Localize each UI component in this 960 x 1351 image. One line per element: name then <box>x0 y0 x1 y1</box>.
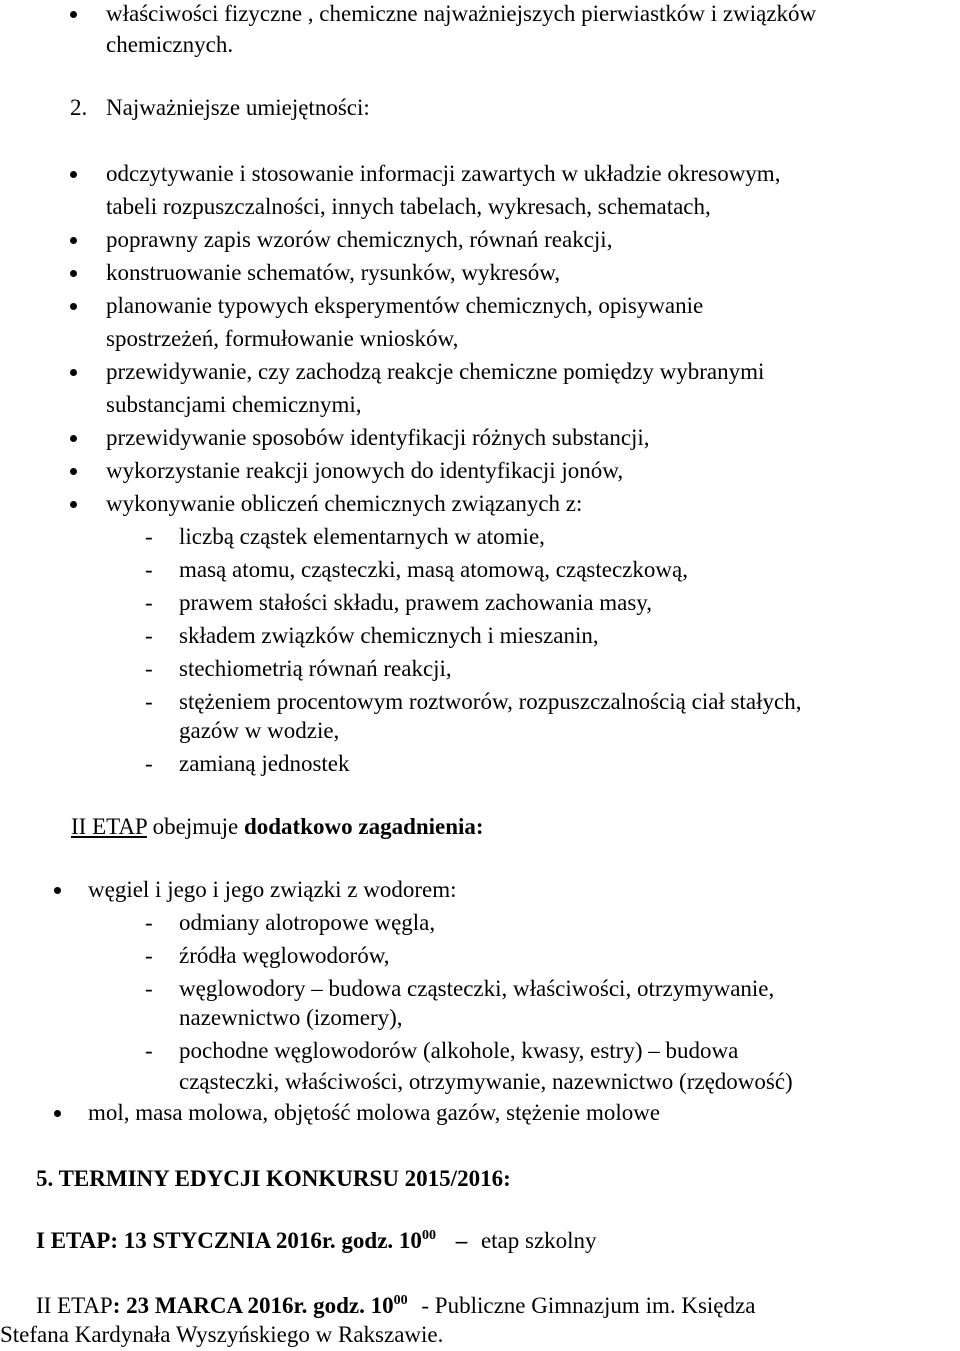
sub-list-item: cząsteczki, właściwości, otrzymywanie, nazewnictwo (rzędowość) <box>179 1069 793 1094</box>
bullet-icon <box>54 887 61 894</box>
sub-list-item: węglowodory – budowa cząsteczki, właściwości, otrzymywanie, <box>179 976 775 1001</box>
etap2-date-bold: : 23 MARCA 2016r. godz. 10 <box>112 1293 394 1318</box>
etap2-date <box>36 1294 755 1317</box>
list-item: substancjami chemicznymi, <box>106 392 362 417</box>
bullet-icon <box>70 270 77 277</box>
dash-marker: - <box>145 590 153 615</box>
sub-list-item: stechiometrią równań reakcji, <box>179 656 452 681</box>
text-line: chemicznych. <box>106 32 234 57</box>
dash-marker: - <box>145 910 153 935</box>
list-item: poprawny zapis wzorów chemicznych, równań reakcji, <box>106 227 613 252</box>
sub-list-item: składem związków chemicznych i mieszanin, <box>179 623 599 648</box>
dash-marker: - <box>145 557 153 582</box>
list-item: węgiel i jego i jego związki z wodorem: <box>88 877 457 902</box>
dash-marker: - <box>145 976 153 1001</box>
sub-list-item: nazewnictwo (izomery), <box>179 1005 403 1030</box>
bullet-icon <box>70 501 77 508</box>
bullet-icon <box>70 171 77 178</box>
dash-marker: - <box>145 751 153 776</box>
etap2-date-rest: - Publiczne Gimnazjum im. Księdza <box>421 1293 756 1318</box>
bullet-icon <box>70 369 77 376</box>
etap1-date <box>36 1229 597 1252</box>
etap2-date-label: II ETAP <box>36 1293 113 1318</box>
sub-list-item: odmiany alotropowe węgla, <box>179 910 436 935</box>
list-item: mol, masa molowa, objętość molowa gazów, stężenie molowe <box>88 1100 661 1125</box>
sub-list-item: gazów w wodzie, <box>179 718 340 743</box>
section5-title: 5. TERMINY EDYCJI KONKURSU 2015/2016: <box>36 1166 511 1191</box>
sub-list-item: stężeniem procentowym roztworów, rozpuszczalnością ciał stałych, <box>179 689 802 714</box>
dash-marker: - <box>145 656 153 681</box>
bullet-icon <box>70 11 77 18</box>
dash-marker: - <box>145 689 153 714</box>
etap2-middle: obejmuje <box>152 814 239 839</box>
sub-list-item: zamianą jednostek <box>179 751 350 776</box>
sub-list-item: prawem stałości składu, prawem zachowania masy, <box>179 590 653 615</box>
sub-list-item: źródła węglowodorów, <box>179 943 390 968</box>
list-item: planowanie typowych eksperymentów chemicznych, opisywanie <box>106 293 704 318</box>
list-item: przewidywanie, czy zachodzą reakcje chemiczne pomiędzy wybranymi <box>106 359 765 384</box>
etap2-date-line2: Stefana Kardynała Wyszyńskiego w Rakszawie. <box>0 1322 444 1347</box>
section-title: Najważniejsze umiejętności: <box>106 95 370 120</box>
bullet-icon <box>54 1110 61 1117</box>
etap2-heading <box>71 815 484 838</box>
dash-marker: - <box>145 943 153 968</box>
sub-list-item: liczbą cząstek elementarnych w atomie, <box>179 524 545 549</box>
bullet-icon <box>70 468 77 475</box>
etap2-rest: dodatkowo zagadnienia: <box>243 814 484 839</box>
etap1-time-sup: 00 <box>421 1228 436 1243</box>
bullet-icon <box>70 435 77 442</box>
etap1-rest: etap szkolny <box>480 1228 597 1253</box>
dash-marker: - <box>145 524 153 549</box>
sub-list-item: masą atomu, cząsteczki, masą atomową, cząsteczkową, <box>179 557 688 582</box>
etap1-dash: – <box>455 1228 468 1253</box>
list-item: spostrzeżeń, formułowanie wniosków, <box>106 326 459 351</box>
etap1-label: I ETAP: 13 STYCZNIA 2016r. godz. 10 <box>36 1228 422 1253</box>
list-item: odczytywanie i stosowanie informacji zawartych w układzie okresowym, <box>106 161 781 186</box>
list-item: wykorzystanie reakcji jonowych do identyfikacji jonów, <box>106 458 624 483</box>
etap2-label: II ETAP <box>71 814 147 839</box>
list-item: przewidywanie sposobów identyfikacji różnych substancji, <box>106 425 650 450</box>
bullet-icon <box>70 237 77 244</box>
list-item: wykonywanie obliczeń chemicznych związanych z: <box>106 491 583 516</box>
list-item: konstruowanie schematów, rysunków, wykresów, <box>106 260 561 285</box>
dash-marker: - <box>145 1038 153 1063</box>
list-item: tabeli rozpuszczalności, innych tabelach, wykresach, schematach, <box>106 194 711 219</box>
bullet-icon <box>70 303 77 310</box>
etap2-time-sup: 00 <box>393 1293 408 1308</box>
sub-list-item: pochodne węglowodorów (alkohole, kwasy, estry) – budowa <box>179 1038 739 1063</box>
section-number: 2. <box>70 95 88 120</box>
dash-marker: - <box>145 623 153 648</box>
text-line: właściwości fizyczne , chemiczne najważniejszych pierwiastków i związków <box>106 1 817 26</box>
